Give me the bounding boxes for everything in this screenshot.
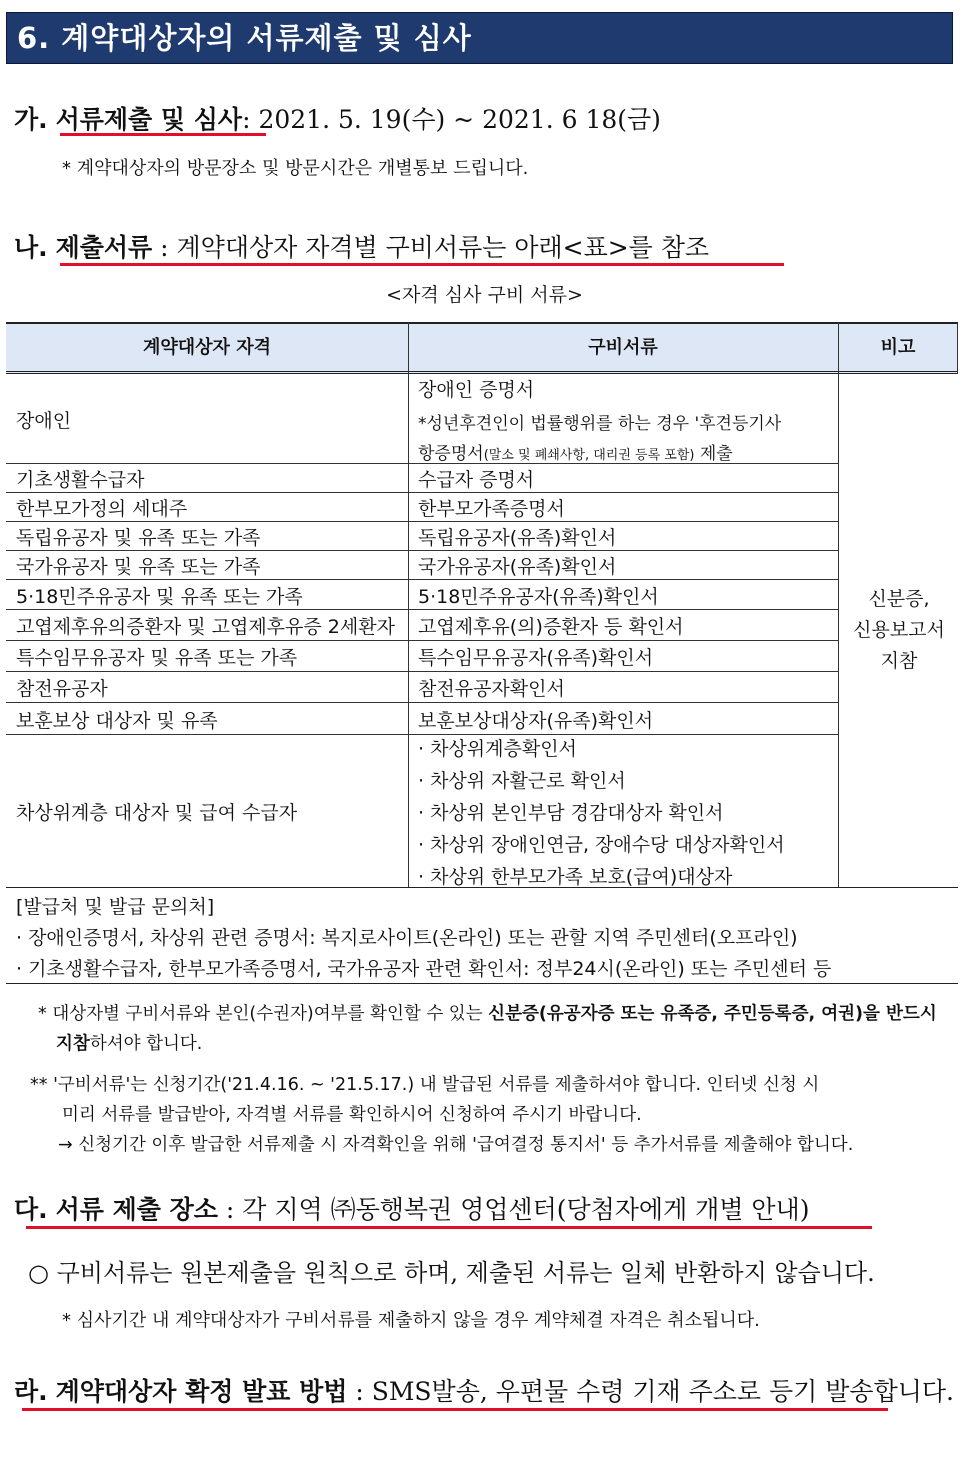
- underline-ra: [22, 1408, 888, 1411]
- qual-row-3: 독립유공자 및 유족 또는 가족: [16, 527, 261, 549]
- remark-line-0: 신분증,: [868, 588, 930, 610]
- heading-na: [14, 228, 709, 264]
- qual-row-2: 한부모가정의 세대주: [16, 498, 188, 520]
- heading-ga: [14, 100, 661, 136]
- issuer-line-0: · 장애인증명서, 차상위 관련 증명서: 복지로사이트(온라인) 또는 관할 지역 주민센터(오프라인): [16, 927, 798, 949]
- doc-row-5: 5·18민주유공자(유족)확인서: [418, 586, 659, 608]
- doc-row-0-line2: *성년후견인이 법률행위를 하는 경우 '후견등기사: [418, 414, 782, 434]
- table-bottom-border: [6, 887, 958, 888]
- doc-row-10-item-4: · 차상위 한부모가족 보호(급여)대상자: [418, 866, 733, 888]
- underline-ga: [60, 133, 266, 136]
- note-1-pre: * 대상자별 구비서류와 본인(수권자)여부를 확인할 수 있는: [38, 1004, 489, 1024]
- divider-right: [957, 322, 958, 374]
- header-qualification: 계약대상자 자격: [6, 322, 408, 374]
- underline-da: [26, 1226, 872, 1229]
- note-2-line2: 미리 서류를 발급받아, 자격별 서류를 확인하시어 신청하여 주시기 바랍니다.: [62, 1105, 642, 1125]
- issuer-line-1: · 기초생활수급자, 한부모가족증명서, 국가유공자 관련 확인서: 정부24시(온라인) 또는 주민센터 등: [16, 958, 832, 980]
- heading-na-marker: 나.: [14, 233, 48, 262]
- remark-line-1: 신용보고서: [853, 619, 945, 641]
- row-separator: [6, 671, 838, 672]
- doc-row-10-item-1: · 차상위 자활근로 확인서: [418, 770, 626, 792]
- note-2-line1: ** '구비서류'는 신청기간('21.4.16. ~ '21.5.17.) 내 발급된 서류를 제출하셔야 합니다. 인터넷 신청 시: [30, 1075, 820, 1095]
- qual-row-10: 차상위계층 대상자 및 급여 수급자: [16, 802, 298, 824]
- doc-row-7: 특수임무유공자(유족)확인서: [418, 647, 654, 669]
- header-documents: 구비서류: [408, 322, 838, 374]
- heading-da-marker: 다.: [14, 1195, 48, 1224]
- da-note: * 심사기간 내 계약대상자가 구비서류를 제출하지 않을 경우 계약체결 자격은 취소됩니다.: [62, 1310, 760, 1331]
- doc-row-8: 참전유공자확인서: [418, 678, 565, 700]
- qual-row-7: 특수임무유공자 및 유족 또는 가족: [16, 647, 298, 669]
- doc-row-0-line3c: 제출: [694, 444, 733, 464]
- qual-row-4: 국가유공자 및 유족 또는 가족: [16, 556, 261, 578]
- ga-note: * 계약대상자의 방문장소 및 방문시간은 개별통보 드립니다.: [62, 158, 529, 179]
- note-1-bold: 신분증(유공자증 또는 유족증, 주민등록증, 여권)을 반드시: [488, 1004, 937, 1024]
- heading-ra-marker: 라.: [14, 1377, 48, 1406]
- heading-da-text: : 각 지역 ㈜동행복권 영업센터(당첨자에게 개별 안내): [217, 1195, 810, 1224]
- qual-row-1: 기초생활수급자: [16, 469, 145, 491]
- row-separator: [6, 702, 838, 703]
- note-1-line2: [56, 1030, 202, 1055]
- section-title: 6. 계약대상자의 서류제출 및 심사: [6, 12, 953, 64]
- row-separator: [6, 579, 838, 580]
- divider-col2: [838, 322, 839, 888]
- heading-da: [14, 1190, 809, 1226]
- row-separator: [6, 492, 838, 493]
- qual-row-0: 장애인: [16, 410, 72, 432]
- doc-row-10-item-0: · 차상위계층확인서: [418, 738, 577, 760]
- row-separator: [6, 463, 838, 464]
- note-1-bold2: 지참: [56, 1034, 90, 1054]
- table-caption: <자격 심사 구비 서류>: [386, 284, 583, 306]
- doc-row-10-item-3: · 차상위 장애인연금, 장애수당 대상자확인서: [418, 834, 785, 856]
- doc-row-0-line3: [408, 439, 733, 464]
- doc-row-0-line3a: 항증명서: [418, 444, 484, 464]
- remark-cell: [840, 584, 958, 677]
- heading-ga-dates: : 2021. 5. 19(수) ~ 2021. 6 18(금): [242, 105, 661, 134]
- row-separator: [6, 640, 838, 641]
- note-2-line3: → 신청기간 이후 발급한 서류제출 시 자격확인을 위해 '급여결정 통지서' 등 추가서류를 제출해야 합니다.: [58, 1135, 854, 1155]
- row-separator: [6, 550, 838, 551]
- doc-row-4: 국가유공자(유족)확인서: [418, 556, 617, 578]
- doc-row-6: 고엽제후유(의)증환자 등 확인서: [418, 616, 684, 638]
- qual-row-5: 5·18민주유공자 및 유족 또는 가족: [16, 586, 303, 608]
- row-separator: [6, 521, 838, 522]
- doc-row-3: 독립유공자(유족)확인서: [418, 527, 617, 549]
- qual-row-9: 보훈보상 대상자 및 유족: [16, 710, 218, 732]
- heading-ra: [14, 1372, 954, 1408]
- doc-row-10-item-2: · 차상위 본인부담 경감대상자 확인서: [418, 802, 724, 824]
- heading-da-label: 서류 제출 장소: [55, 1195, 218, 1224]
- doc-row-1: 수급자 증명서: [418, 469, 535, 491]
- note-1-post: 하셔야 합니다.: [89, 1034, 203, 1054]
- row-separator: [6, 609, 838, 610]
- heading-na-label: 제출서류: [55, 233, 153, 262]
- doc-row-0-line1: 장애인 증명서: [418, 379, 535, 401]
- heading-ga-label: 서류제출 및 심사: [55, 105, 243, 134]
- heading-ga-marker: 가.: [14, 105, 48, 134]
- issuer-bottom-border: [6, 983, 958, 984]
- qual-row-6: 고엽제후유의증환자 및 고엽제후유증 2세환자: [16, 616, 395, 638]
- remark-line-2: 지참: [880, 650, 918, 672]
- doc-row-2: 한부모가족증명서: [418, 498, 565, 520]
- da-bullet: ○ 구비서류는 원본제출을 원칙으로 하며, 제출된 서류는 일체 반환하지 않습니다.: [28, 1259, 875, 1287]
- header-remarks: 비고: [838, 322, 958, 374]
- doc-row-9: 보훈보상대상자(유족)확인서: [418, 710, 654, 732]
- heading-na-text: : 계약대상자 자격별 구비서류는 아래<표>를 참조: [152, 233, 710, 262]
- heading-ra-label: 계약대상자 확정 발표 방법: [55, 1377, 348, 1406]
- heading-ra-text: : SMS발송, 우편물 수령 기재 주소로 등기 발송합니다.: [347, 1377, 954, 1406]
- qual-row-8: 참전유공자: [16, 678, 108, 700]
- note-1-line1: [38, 1000, 937, 1025]
- doc-row-0-line3b: (말소 및 폐쇄사항, 대리권 등록 포함): [483, 448, 695, 463]
- issuer-title: [발급처 및 발급 문의처]: [16, 896, 215, 918]
- underline-na: [60, 263, 784, 266]
